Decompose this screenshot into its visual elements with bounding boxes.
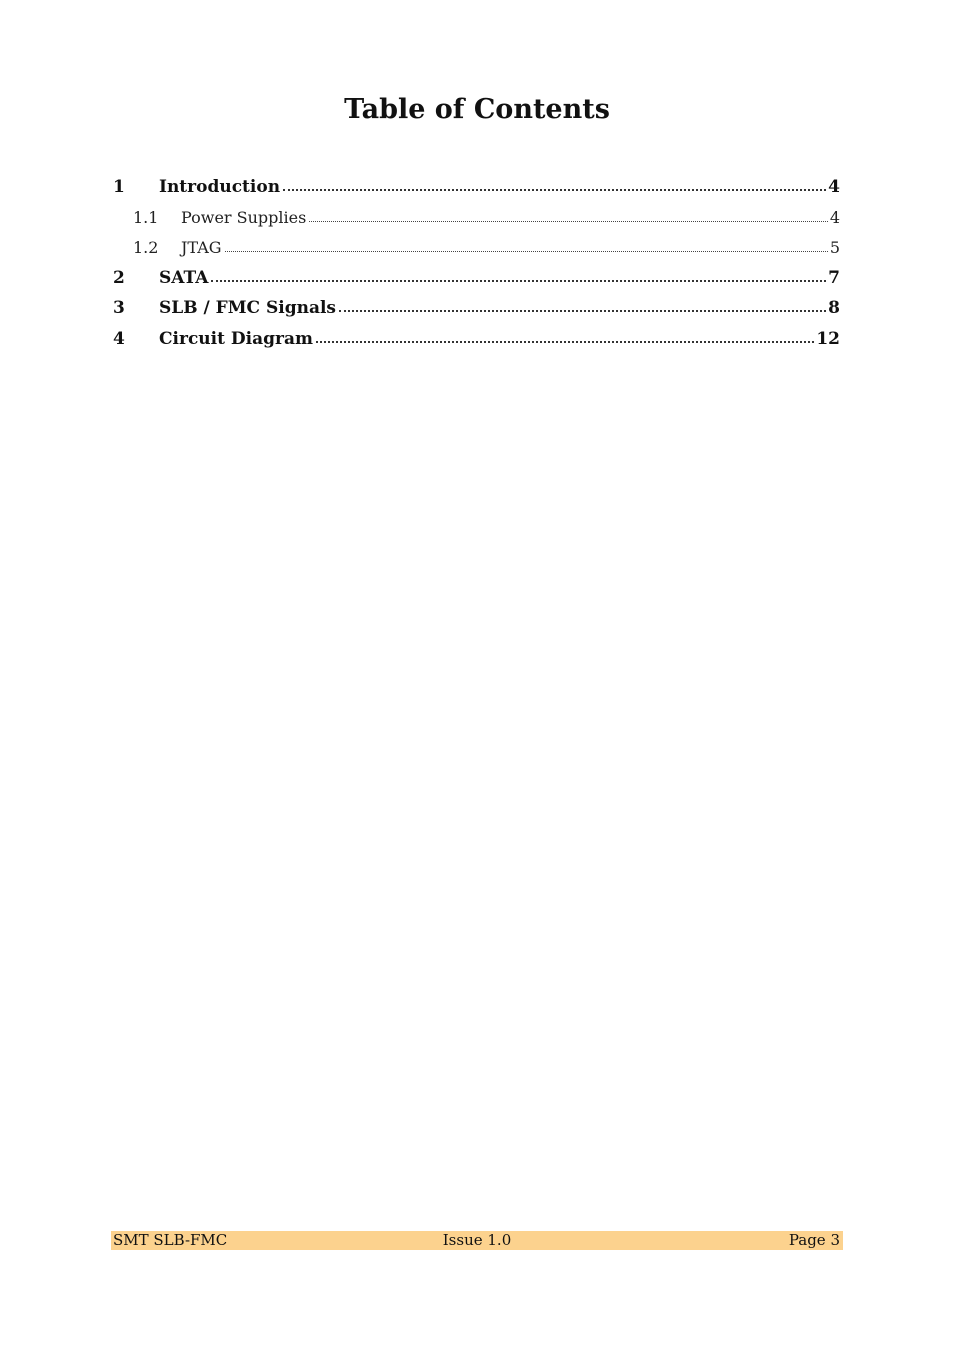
toc-entry-number: 3 <box>113 298 125 318</box>
toc-entry-page: 7 <box>828 267 840 288</box>
toc-dot-leader <box>225 237 828 253</box>
toc-entry-page: 8 <box>828 298 840 318</box>
toc-entry-circuit-diagram[interactable] <box>113 324 840 355</box>
page-footer <box>111 1231 843 1250</box>
table-of-contents <box>113 172 840 354</box>
toc-entry-number: 1.1 <box>133 207 159 227</box>
toc-entry-number: 2 <box>113 267 125 288</box>
toc-dot-leader <box>339 296 826 313</box>
toc-entry-text: SATA <box>159 267 209 288</box>
toc-entry-slb-fmc-signals[interactable] <box>113 293 840 324</box>
toc-entry-text: Power Supplies <box>181 207 307 227</box>
toc-entry-page: 5 <box>829 237 840 257</box>
toc-dot-leader <box>309 207 828 223</box>
toc-entry-page: 4 <box>828 177 840 197</box>
page-title: Table of Contents <box>344 94 610 125</box>
toc-entry-jtag[interactable] <box>113 233 840 263</box>
toc-entry-number: 4 <box>113 328 125 349</box>
toc-entry-page: 4 <box>829 207 840 227</box>
footer-page-number: Page 3 <box>788 1231 840 1249</box>
toc-entry-sata[interactable] <box>113 263 840 294</box>
toc-entry-power-supplies[interactable] <box>113 203 840 233</box>
footer-issue: Issue 1.0 <box>442 1231 512 1249</box>
toc-entry-text: Introduction <box>159 177 281 197</box>
toc-entry-introduction[interactable] <box>113 172 840 203</box>
toc-entry-text: JTAG <box>181 237 222 257</box>
toc-entry-text: Circuit Diagram <box>159 328 313 349</box>
footer-product: SMT SLB-FMC <box>113 1231 228 1249</box>
toc-entry-page: 12 <box>816 328 840 349</box>
toc-dot-leader <box>283 175 826 192</box>
toc-entry-number: 1.2 <box>133 237 159 257</box>
toc-dot-leader <box>316 327 814 344</box>
toc-entry-text: SLB / FMC Signals <box>159 298 337 318</box>
toc-dot-leader <box>211 266 826 283</box>
toc-entry-number: 1 <box>113 177 125 197</box>
